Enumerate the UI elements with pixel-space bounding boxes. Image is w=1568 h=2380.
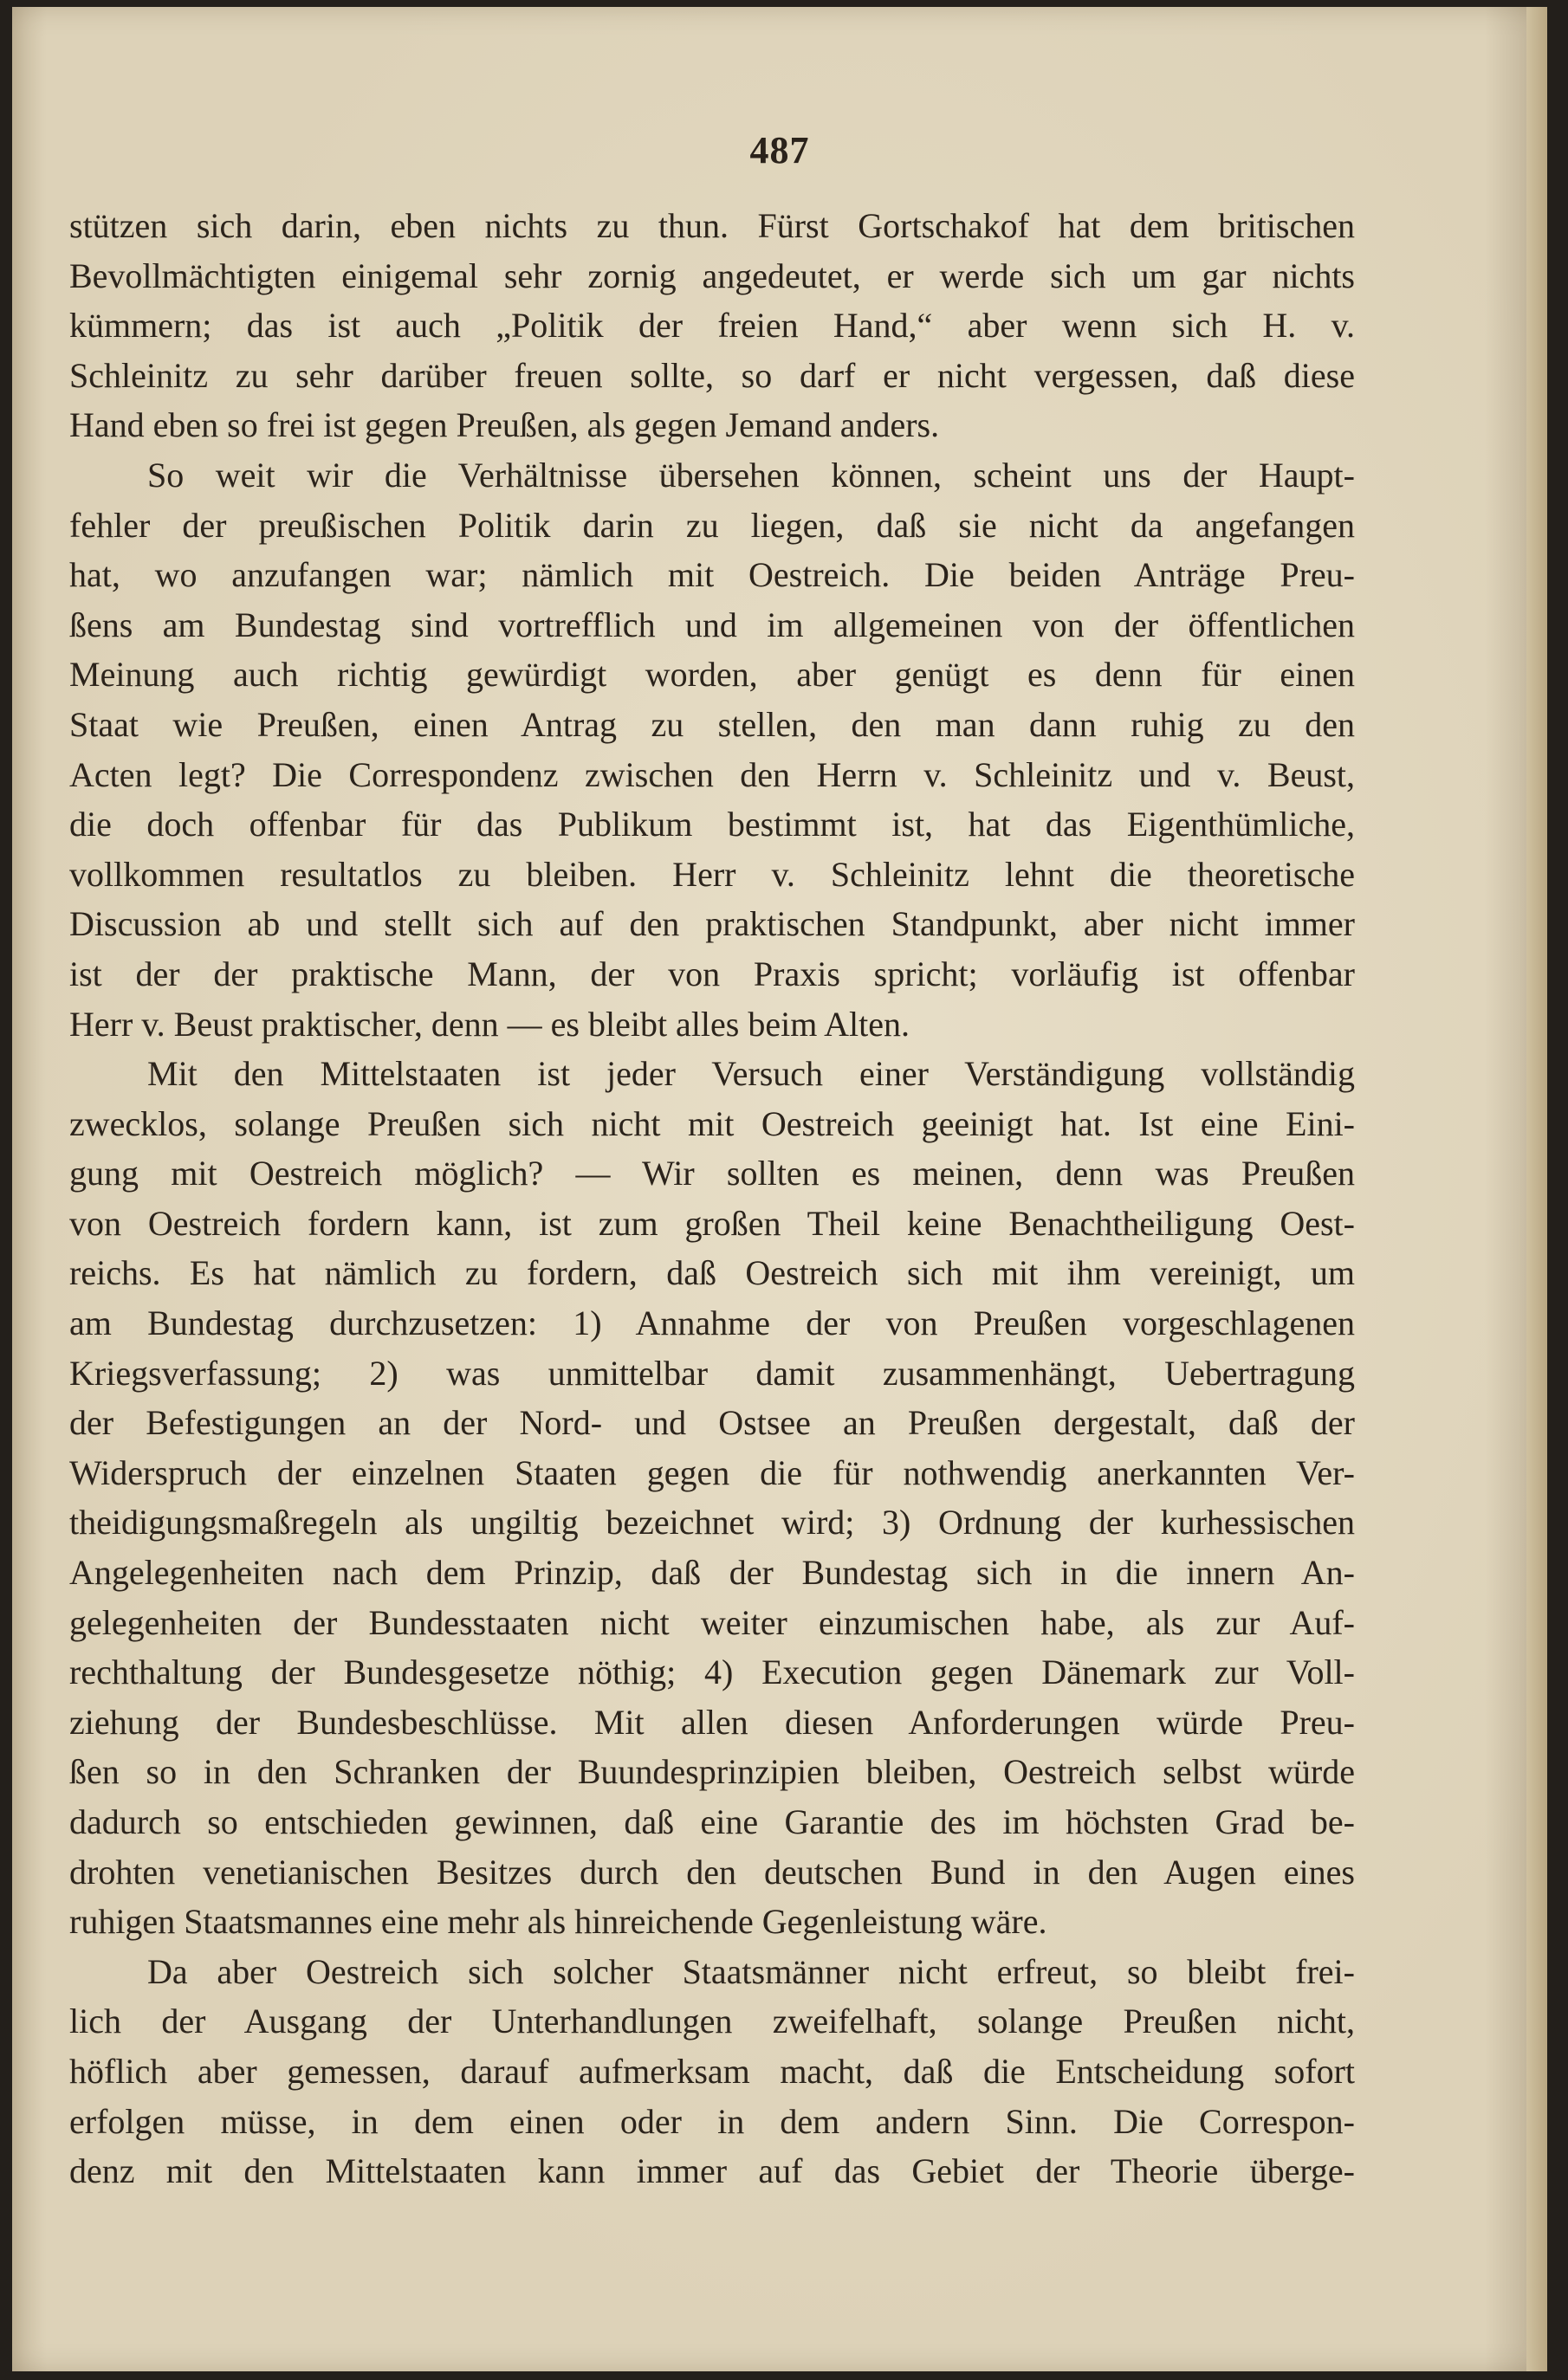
book-page — [12, 7, 1547, 2371]
text-line: ziehung der Bundesbeschlüsse. Mit allen diesen Anforderungen würde Preu- — [69, 1702, 1355, 1742]
text-line: Discussion ab und stellt sich auf den praktischen Standpunkt, aber nicht immer — [69, 904, 1355, 944]
text-line: lich der Ausgang der Unterhandlungen zweifelhaft, solange Preußen nicht, — [69, 2002, 1355, 2041]
text-line: stützen sich darin, eben nichts zu thun. Fürst Gortschakof hat dem britischen — [69, 206, 1355, 245]
text-line: erfolgen müsse, in dem einen oder in dem andern Sinn. Die Correspon- — [69, 2101, 1355, 2141]
text-line: Widerspruch der einzelnen Staaten gegen die für nothwendig anerkannten Ver- — [69, 1452, 1355, 1492]
text-line: zwecklos, solange Preußen sich nicht mit Oestreich geeinigt hat. Ist eine Eini- — [69, 1103, 1355, 1143]
text-line: ist der der praktische Mann, der von Praxis spricht; vorläufig ist offenbar — [69, 954, 1355, 993]
text-line: Meinung auch richtig gewürdigt worden, aber genügt es denn für einen — [69, 655, 1355, 695]
text-line: reichs. Es hat nämlich zu fordern, daß Oestreich sich mit ihm vereinigt, um — [69, 1253, 1355, 1293]
text-line: die doch offenbar für das Publikum bestimmt ist, hat das Eigenthümliche, — [69, 805, 1355, 844]
body-text — [69, 201, 1355, 2196]
text-line: Herr v. Beust praktischer, denn — es bleibt alles beim Alten. — [69, 1004, 910, 1044]
text-line: ßens am Bundestag sind vortrefflich und im allgemeinen von der öffentlichen — [69, 605, 1355, 644]
text-line: am Bundestag durchzusetzen: 1) Annahme der von Preußen vorgeschlagenen — [69, 1303, 1355, 1343]
text-line: fehler der preußischen Politik darin zu liegen, daß sie nicht da angefangen — [69, 505, 1355, 545]
text-line: theidigungsmaßregeln als ungiltig bezeichnet wird; 3) Ordnung der kurhessischen — [69, 1503, 1355, 1542]
text-line: denz mit den Mittelstaaten kann immer auf das Gebiet der Theorie überge- — [69, 2151, 1355, 2191]
text-line: So weit wir die Verhältnisse übersehen können, scheint uns der Haupt- — [147, 455, 1355, 495]
text-line: Staat wie Preußen, einen Antrag zu stellen, den man dann ruhig zu den — [69, 704, 1355, 744]
text-line: Kriegsverfassung; 2) was unmittelbar damit zusammenhängt, Uebertragung — [69, 1353, 1355, 1393]
text-line: Bevollmächtigten einigemal sehr zornig angedeutet, er werde sich um gar nichts — [69, 255, 1355, 295]
text-line: von Oestreich fordern kann, ist zum großen Theil keine Benachtheiligung Oest- — [69, 1203, 1355, 1243]
text-line: hat, wo anzufangen war; nämlich mit Oestreich. Die beiden Anträge Preu- — [69, 555, 1355, 595]
text-line: ßen so in den Schranken der Buundesprinzipien bleiben, Oestreich selbst würde — [69, 1752, 1355, 1792]
page-number: 487 — [749, 129, 810, 171]
text-line: dadurch so entschieden gewinnen, daß eine Garantie des im höchsten Grad be- — [69, 1802, 1355, 1841]
text-line: Angelegenheiten nach dem Prinzip, daß der Bundestag sich in die innern An- — [69, 1553, 1355, 1593]
text-line: vollkommen resultatlos zu bleiben. Herr v. Schleinitz lehnt die theoretische — [69, 854, 1355, 894]
text-line: kümmern; das ist auch „Politik der freien Hand,“ aber wenn sich H. v. — [69, 306, 1355, 346]
text-line: rechthaltung der Bundesgesetze nöthig; 4) Execution gegen Dänemark zur Voll- — [69, 1652, 1355, 1692]
text-line: der Befestigungen an der Nord- und Ostsee an Preußen dergestalt, daß der — [69, 1403, 1355, 1443]
text-line: Da aber Oestreich sich solcher Staatsmänner nicht erfreut, so bleibt frei- — [147, 1951, 1355, 1991]
text-line: ruhigen Staatsmannes eine mehr als hinreichende Gegenleistung wäre. — [69, 1902, 1047, 1942]
text-line: Schleinitz zu sehr darüber freuen sollte, so darf er nicht vergessen, daß diese — [69, 355, 1355, 395]
text-line: Acten legt? Die Correspondenz zwischen den Herrn v. Schleinitz und v. Beust, — [69, 754, 1355, 794]
text-line: gung mit Oestreich möglich? — Wir sollten es meinen, denn was Preußen — [69, 1154, 1355, 1193]
text-line: höflich aber gemessen, darauf aufmerksam macht, daß die Entscheidung sofort — [69, 2051, 1355, 2091]
text-line: Mit den Mittelstaaten ist jeder Versuch einer Verständigung vollständig — [147, 1054, 1355, 1094]
text-line: Hand eben so frei ist gegen Preußen, als gegen Jemand anders. — [69, 405, 940, 445]
text-line: drohten venetianischen Besitzes durch den deutschen Bund in den Augen eines — [69, 1852, 1355, 1892]
text-line: gelegenheiten der Bundesstaaten nicht weiter einzumischen habe, als zur Auf- — [69, 1602, 1355, 1642]
page-edge — [1526, 7, 1547, 2371]
